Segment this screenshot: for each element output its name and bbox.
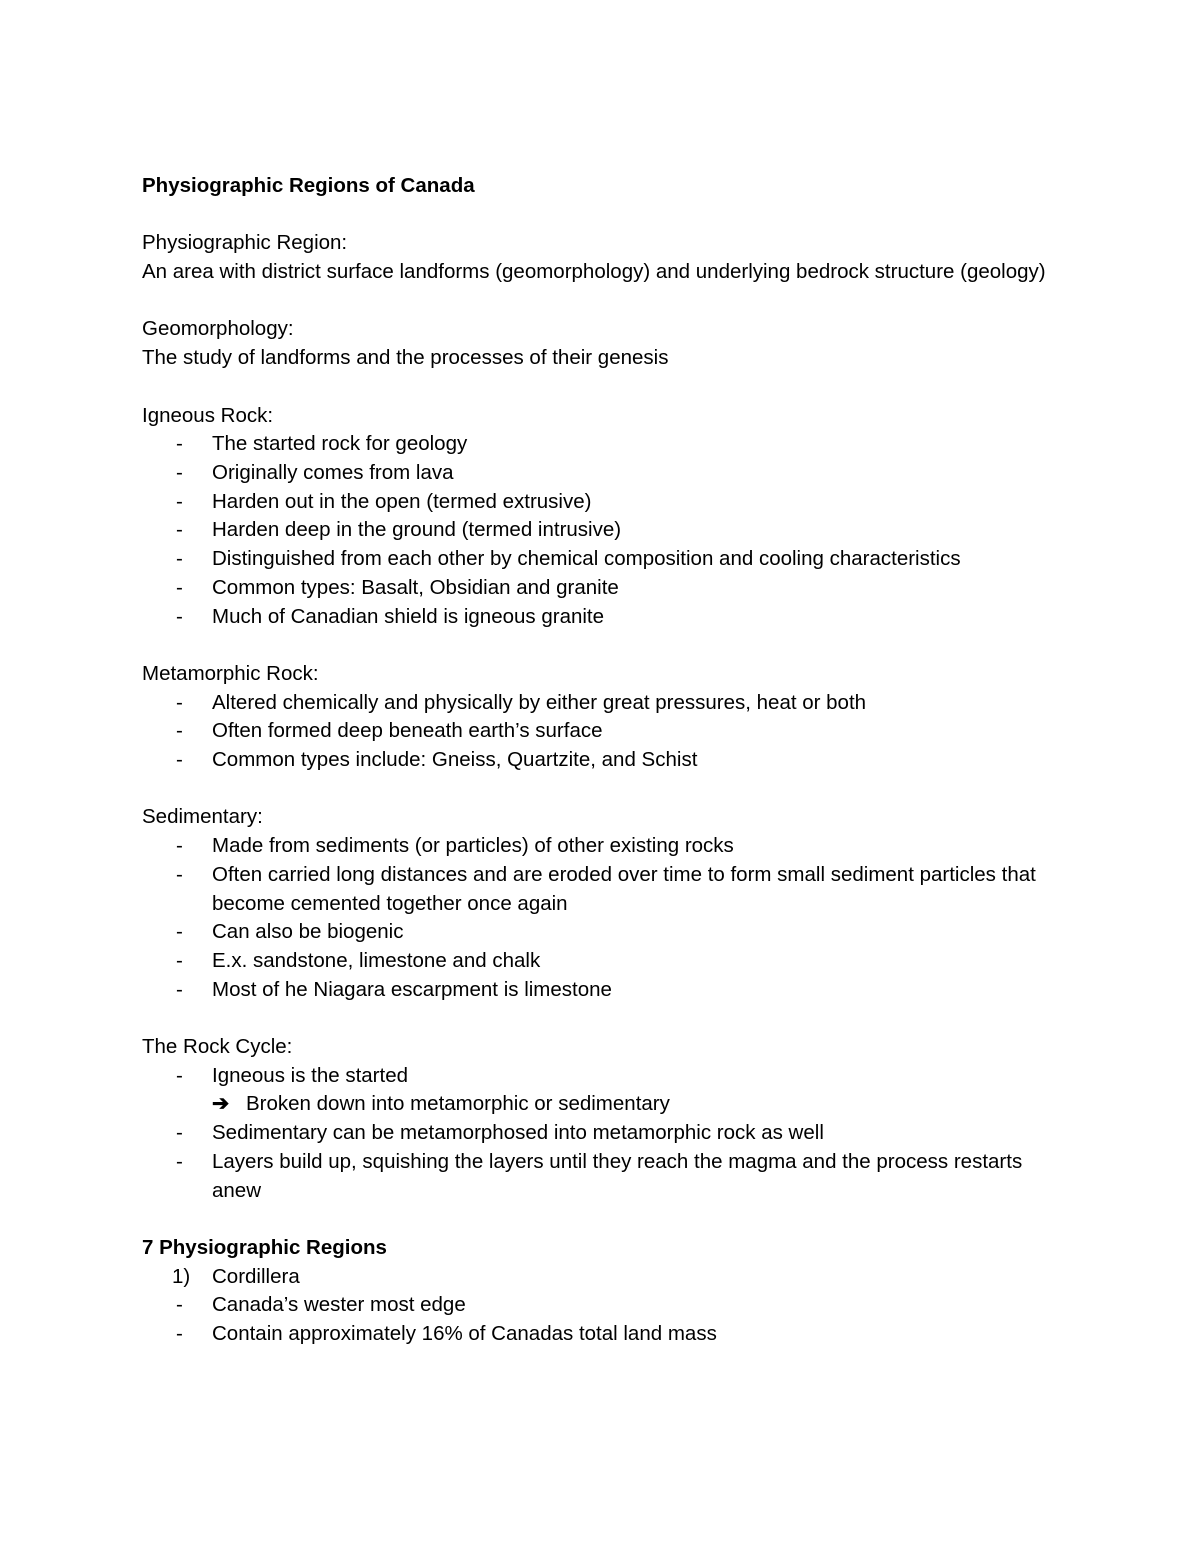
rock-cycle-heading: The Rock Cycle: [142,1035,293,1058]
spacer [142,1004,1072,1033]
seven-regions-heading: 7 Physiographic Regions [142,1235,387,1259]
cordillera-list [142,1291,1072,1348]
region-name: Cordillera [212,1264,300,1288]
list-item: - Sedimentary can be metamorphosed into metamorphic rock as well [212,1119,1072,1148]
rock-cycle-list [142,1062,1072,1091]
list-item: - Canada’s wester most edge [212,1291,1072,1320]
rock-cycle-list-continued [142,1119,1072,1205]
list-item: - Made from sediments (or particles) of other existing rocks [212,832,1072,861]
document-page [142,172,1072,1349]
geomorphology-heading: Geomorphology: [142,317,294,341]
list-item: - E.x. sandstone, limestone and chalk [212,947,1072,976]
spacer [142,1205,1072,1234]
geomorphology-definition: The study of landforms and the processes of their genesis [142,346,669,370]
spacer [142,373,1072,402]
igneous-heading: Igneous Rock: [142,403,274,427]
igneous-list [142,430,1072,631]
list-item: - Common types: Basalt, Obsidian and granite [212,574,1072,603]
list-item: - Harden deep in the ground (termed intrusive) [212,516,1072,545]
arrow-line-text: Broken down into metamorphic or sedimentary [246,1092,670,1116]
arrow-right-icon: ➔ [212,1092,230,1116]
rock-cycle-arrow-line [142,1090,1072,1119]
sedimentary-heading: Sedimentary: [142,805,263,829]
list-item: - Contain approximately 16% of Canadas total land mass [212,1320,1072,1349]
list-item: - Can also be biogenic [212,918,1072,947]
spacer [142,287,1072,316]
list-item: - Distinguished from each other by chemical composition and cooling characteristics [212,545,1072,574]
numbered-item [142,1263,1072,1292]
list-item: - Often carried long distances and are eroded over time to form small sediment particles that become cemented together once again [212,861,1072,918]
list-item: - Altered chemically and physically by either great pressures, heat or both [212,689,1072,718]
list-item: - Layers build up, squishing the layers until they reach the magma and the process restarts anew [212,1148,1072,1205]
metamorphic-heading: Metamorphic Rock: [142,661,319,685]
list-item: - Much of Canadian shield is igneous granite [212,603,1072,632]
sedimentary-list [142,832,1072,1004]
number-marker: 1) [172,1264,191,1288]
metamorphic-list [142,689,1072,775]
list-item: - Often formed deep beneath earth’s surface [212,717,1072,746]
spacer [142,201,1072,230]
list-item: - Harden out in the open (termed extrusive) [212,488,1072,517]
spacer [142,775,1072,804]
list-item: - Common types include: Gneiss, Quartzite, and Schist [212,746,1072,775]
spacer [142,631,1072,660]
list-item: - Originally comes from lava [212,459,1072,488]
list-item: - Most of he Niagara escarpment is limestone [212,976,1072,1005]
list-item: - Igneous is the started [212,1062,1072,1091]
physio-region-heading: Physiographic Region: [142,231,348,255]
physio-region-definition: An area with district surface landforms (geomorphology) and underlying bedrock structure (geology) [142,260,1046,284]
document-title: Physiographic Regions of Canada [142,174,475,197]
list-item: - The started rock for geology [212,430,1072,459]
